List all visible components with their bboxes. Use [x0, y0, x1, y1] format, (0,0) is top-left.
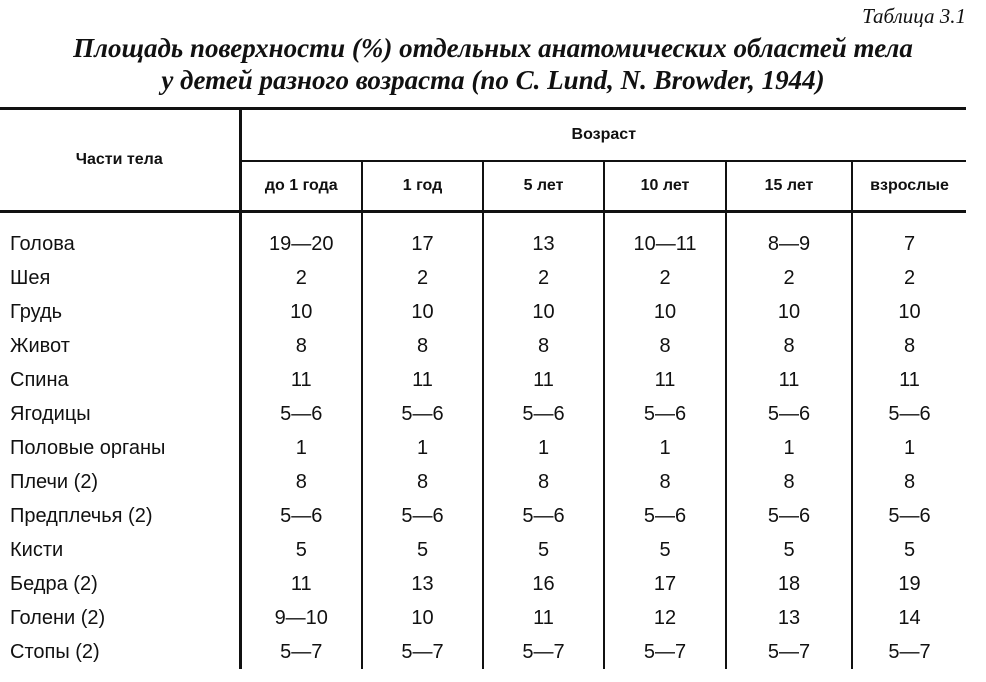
- table-row: [0, 397, 966, 431]
- value-cell: 11: [240, 363, 362, 397]
- value-cell: 10: [362, 601, 483, 635]
- table-row: [0, 533, 966, 567]
- value-cell: 5—6: [483, 397, 604, 431]
- value-cell: 5—6: [362, 397, 483, 431]
- body-part-label: Голени (2): [10, 606, 106, 629]
- header-age: Возраст: [240, 109, 966, 162]
- value-cell: 11: [483, 601, 604, 635]
- value-cell: 14: [852, 601, 966, 635]
- table-row: [0, 431, 966, 465]
- value-cell: 5—6: [240, 397, 362, 431]
- value-cell: 8: [852, 329, 966, 363]
- value-cell: 19: [852, 567, 966, 601]
- value-cell: 13: [483, 212, 604, 262]
- value-cell: 10: [240, 295, 362, 329]
- value-cell: 5: [240, 533, 362, 567]
- body-surface-table: [0, 107, 966, 669]
- value-cell: 5—7: [483, 635, 604, 669]
- table-row: [0, 465, 966, 499]
- body-part-label: Спина: [10, 368, 69, 391]
- value-cell: 5: [604, 533, 726, 567]
- value-cell: 2: [726, 261, 852, 295]
- value-cell: 17: [362, 212, 483, 262]
- value-cell: 5—7: [726, 635, 852, 669]
- table-row: [0, 363, 966, 397]
- header-age-column: 15 лет: [726, 161, 852, 212]
- value-cell: 1: [483, 431, 604, 465]
- table-title-line-1: Площадь поверхности (%) отдельных анатомических областей тела: [73, 33, 913, 63]
- value-cell: 11: [483, 363, 604, 397]
- body-part-label: Грудь: [10, 300, 63, 323]
- value-cell: 10: [852, 295, 966, 329]
- value-cell: 19—20: [240, 212, 362, 262]
- value-cell: 8: [362, 329, 483, 363]
- body-part-label: Стопы (2): [10, 640, 100, 663]
- value-cell: 8: [362, 465, 483, 499]
- value-cell: 5: [726, 533, 852, 567]
- value-cell: 5—6: [240, 499, 362, 533]
- table-row: [0, 295, 966, 329]
- body-part-label: Шея: [10, 266, 51, 289]
- value-cell: 5—7: [240, 635, 362, 669]
- value-cell: 5—6: [852, 397, 966, 431]
- table-row: [0, 499, 966, 533]
- value-cell: 2: [362, 261, 483, 295]
- value-cell: 8: [240, 465, 362, 499]
- table-number: Таблица 3.1: [862, 4, 966, 28]
- value-cell: 11: [362, 363, 483, 397]
- table-row: [0, 635, 966, 669]
- value-cell: 8—9: [726, 212, 852, 262]
- value-cell: 8: [604, 465, 726, 499]
- value-cell: 5: [362, 533, 483, 567]
- value-cell: 5—6: [362, 499, 483, 533]
- table-row: [0, 329, 966, 363]
- value-cell: 10: [726, 295, 852, 329]
- value-cell: 8: [240, 329, 362, 363]
- body-part-label: Половые органы: [10, 436, 166, 459]
- value-cell: 5—6: [726, 499, 852, 533]
- value-cell: 1: [726, 431, 852, 465]
- value-cell: 11: [852, 363, 966, 397]
- body-part-label: Кисти: [10, 538, 64, 561]
- value-cell: 8: [483, 329, 604, 363]
- value-cell: 2: [604, 261, 726, 295]
- value-cell: 2: [483, 261, 604, 295]
- value-cell: 1: [604, 431, 726, 465]
- value-cell: 1: [362, 431, 483, 465]
- body-part-label: Плечи (2): [10, 470, 99, 493]
- value-cell: 5—7: [604, 635, 726, 669]
- value-cell: 5—6: [852, 499, 966, 533]
- value-cell: 5—6: [726, 397, 852, 431]
- body-part-label: Живот: [10, 334, 70, 357]
- value-cell: 11: [726, 363, 852, 397]
- value-cell: 8: [604, 329, 726, 363]
- value-cell: 5—7: [362, 635, 483, 669]
- value-cell: 5—6: [483, 499, 604, 533]
- header-body-parts: Части тела: [0, 109, 240, 212]
- value-cell: 1: [852, 431, 966, 465]
- body-part-label: Предплечья (2): [10, 504, 153, 527]
- value-cell: 2: [852, 261, 966, 295]
- value-cell: 10: [362, 295, 483, 329]
- value-cell: 10: [483, 295, 604, 329]
- value-cell: 8: [852, 465, 966, 499]
- value-cell: 8: [726, 465, 852, 499]
- value-cell: 5: [483, 533, 604, 567]
- value-cell: 5—6: [604, 397, 726, 431]
- value-cell: 5—7: [852, 635, 966, 669]
- value-cell: 8: [726, 329, 852, 363]
- value-cell: 11: [240, 567, 362, 601]
- value-cell: 10: [604, 295, 726, 329]
- value-cell: 5: [852, 533, 966, 567]
- header-age-column: 1 год: [362, 161, 483, 212]
- table-row: [0, 261, 966, 295]
- value-cell: 5—6: [604, 499, 726, 533]
- value-cell: 9—10: [240, 601, 362, 635]
- value-cell: 18: [726, 567, 852, 601]
- value-cell: 10—11: [604, 212, 726, 262]
- value-cell: 2: [240, 261, 362, 295]
- table-row: [0, 212, 966, 262]
- table-title-line-2: у детей разного возраста (по C. Lund, N. Browder, 1944): [161, 65, 825, 95]
- header-age-column: 10 лет: [604, 161, 726, 212]
- value-cell: 11: [604, 363, 726, 397]
- value-cell: 17: [604, 567, 726, 601]
- value-cell: 7: [852, 212, 966, 262]
- body-part-label: Бедра (2): [10, 572, 98, 595]
- value-cell: 13: [726, 601, 852, 635]
- value-cell: 13: [362, 567, 483, 601]
- body-part-label: Ягодицы: [10, 402, 91, 425]
- value-cell: 12: [604, 601, 726, 635]
- value-cell: 8: [483, 465, 604, 499]
- body-part-label: Голова: [10, 232, 75, 255]
- header-age-column: взрослые: [852, 161, 966, 212]
- header-age-column: 5 лет: [483, 161, 604, 212]
- value-cell: 16: [483, 567, 604, 601]
- value-cell: 1: [240, 431, 362, 465]
- table-row: [0, 601, 966, 635]
- table-row: [0, 567, 966, 601]
- header-age-column: до 1 года: [240, 161, 362, 212]
